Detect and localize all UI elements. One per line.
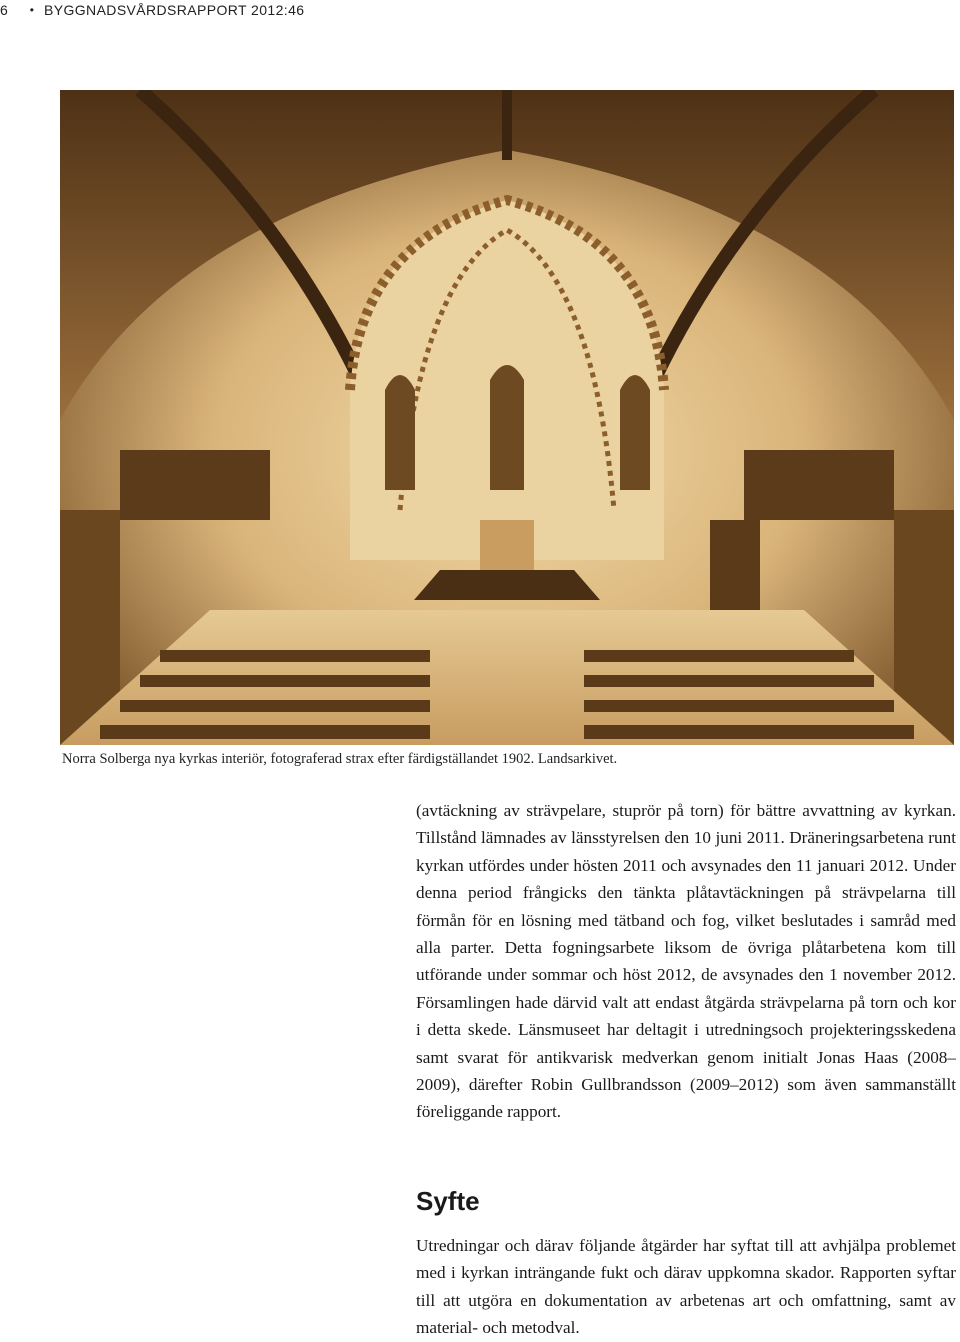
church-interior-illustration xyxy=(60,90,954,745)
body-paragraph-2: Utredningar och därav följande åtgärder har syftat till att avhjälpa problemet med i kyrkan inträngande fukt och därav uppkomna skador. Rapporten syftar till att utgöra en dokumentation av arbetenas art och omfattning, samt av material- och metodval. xyxy=(416,1236,956,1338)
body-paragraph-1: (avtäckning av strävpelare, stuprör på torn) för bättre avvattning av kyrkan. Tillstånd lämnades av länsstyrelsen den 10 juni 2011. Dräneringsarbetena runt kyrkan utfördes under hösten 2011 och avsynades den 11 januari 2012. Under denna period frångicks den tänkta plåtavtäckningen på strävpelarna till förmån för en lösning med tätband och fog, vilket beslutades i samråd med alla parter. Detta fogningsarbete liksom de övriga plåtarbetena kom till utförande under sommar och höst 2012, de avsynades den 1 november 2012. Församlingen hade därvid valt att endast åtgärda strävpelarna på torn och kor i detta skede. Länsmuseet har deltagit i utredningsoch projekteringsskedena samt svarat för antikvarisk medverkan genom initialt Jonas Haas (2008–2009), därefter Robin Gullbrandsson (2009–2012) som även sammanställt föreliggande rapport. xyxy=(416,801,956,1122)
figure-caption: Norra Solberga nya kyrkas interiör, fotograferad strax efter färdigställandet 1902. Landsarkivet. xyxy=(62,751,618,767)
header-bullet: • xyxy=(29,3,34,17)
running-header xyxy=(0,2,304,18)
running-title: BYGGNADSVÅRDSRAPPORT 2012:46 xyxy=(44,2,305,18)
church-interior-photo xyxy=(60,90,954,745)
section-heading: Syfte xyxy=(416,1186,480,1216)
page-number: 6 xyxy=(0,2,8,18)
